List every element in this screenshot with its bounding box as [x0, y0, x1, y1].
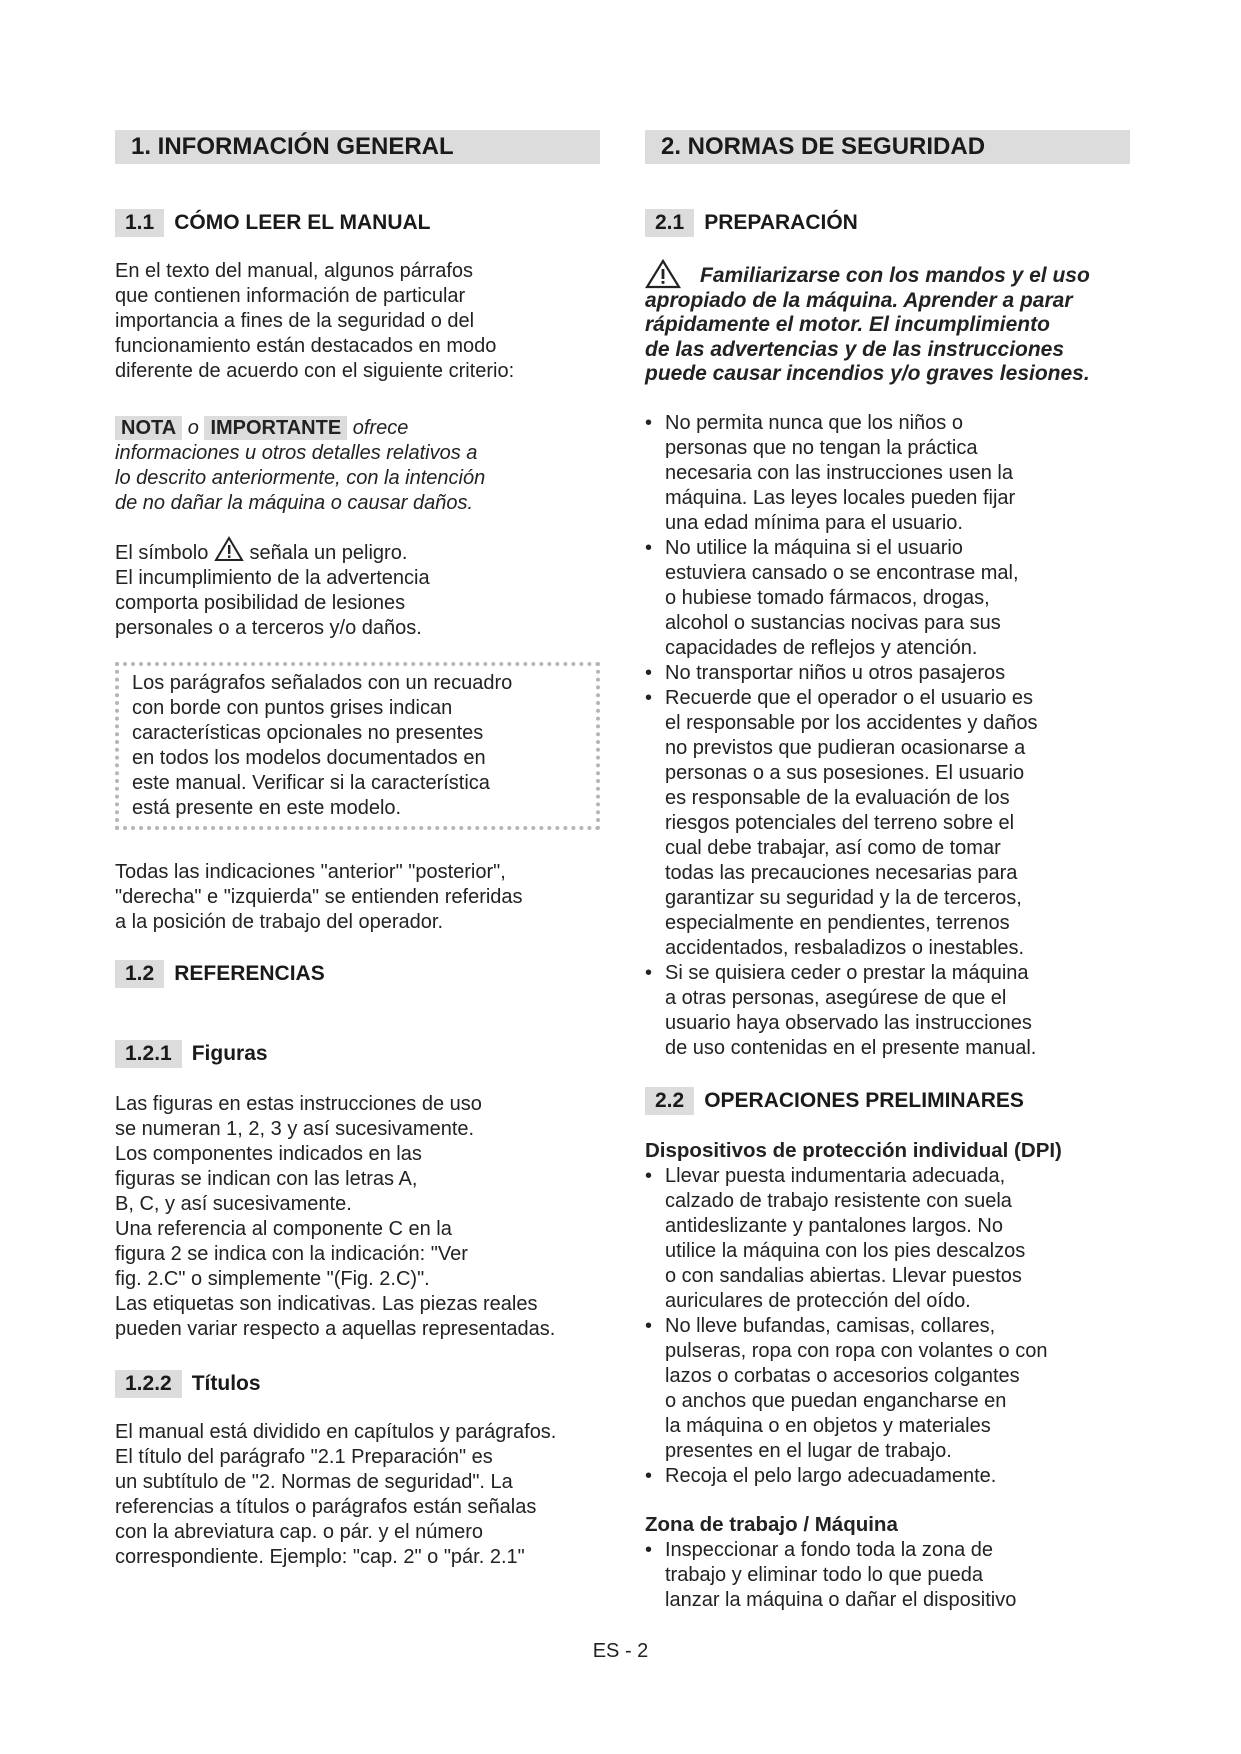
section-title: PREPARACIÓN — [704, 211, 858, 234]
section-number: 1.1 — [115, 209, 164, 237]
dpi-bullet-list — [645, 1164, 1047, 1489]
section-1-2-2-heading — [115, 1370, 261, 1398]
list-item: • Recoja el pelo largo adecuadamente. — [645, 1464, 1047, 1489]
section-number: 1.2.2 — [115, 1370, 182, 1398]
section-number: 2.2 — [645, 1087, 694, 1115]
list-item: • No permita nunca que los niños o personas que no tengan la práctica necesaria con las instrucciones usen la máquina. Las leyes locales pueden fijar una edad mínima para el usuario. — [645, 411, 1037, 536]
preparation-bullet-list — [645, 411, 1037, 1061]
section-title: Figuras — [191, 1042, 268, 1065]
safety-warning-text: Familiarizarse con los mandos y el uso apropiado de la máquina. Aprender a parar rápidamente el motor. El incumplimiento de las advertencias y de las instrucciones puede causar incendios y/o graves lesiones. — [645, 264, 1090, 385]
chapter-2-heading: 2. NORMAS DE SEGURIDAD — [645, 130, 1130, 164]
page-number: ES - 2 — [592, 1640, 649, 1662]
section-1-2-heading — [115, 960, 325, 988]
symbol-paragraph: El símbolo señala un peligro. El incumplimiento de la advertencia comporta posibilidad de lesiones personales o a terceros y/o daños. — [115, 536, 615, 641]
intro-paragraph: En el texto del manual, algunos párrafos que contienen información de particular importancia a fines de la seguridad o del funcionamiento están destacados en modo diferente de acuerdo con el siguiente criterio: — [115, 260, 515, 382]
section-number: 1.2.1 — [115, 1040, 182, 1068]
section-1-2-1-heading — [115, 1040, 268, 1068]
list-item: • No utilice la máquina si el usuario estuviera cansado o se encontrase mal, o hubiese tomado fármacos, drogas, alcohol o sustancias nocivas para sus capacidades de reflejos y atención. — [645, 536, 1037, 661]
chapter-1-heading: 1. INFORMACIÓN GENERAL — [115, 130, 600, 164]
nota-tag: NOTA — [115, 416, 182, 440]
note-paragraph: NOTA o IMPORTANTE ofrece informaciones u otros detalles relativos a lo descrito anteriormente, con la intención de no dañar la máquina o causar daños. — [115, 417, 486, 514]
warning-triangle-icon — [214, 536, 244, 562]
importante-tag: IMPORTANTE — [204, 416, 347, 440]
section-2-2-heading — [645, 1087, 1024, 1115]
titulos-paragraph: El manual está dividido en capítulos y parágrafos. El título del parágrafo "2.1 Preparación" es un subtítulo de "2. Normas de seguridad". La referencias a títulos o parágrafos están señalas con la abreviatura cap. o pár. y el número correspondiente. Ejemplo: "cap. 2" o "pár. 2.1" — [115, 1421, 557, 1568]
section-2-1-heading — [645, 209, 858, 237]
list-item: • No lleve bufandas, camisas, collares, pulseras, ropa con ropa con volantes o con lazos o corbatas o accesorios colgantes o anchos que puedan engancharse en la máquina o en objetos y materiales presentes en el lugar de trabajo. — [645, 1314, 1047, 1464]
section-title: CÓMO LEER EL MANUAL — [174, 211, 431, 234]
optional-box-text: Los parágrafos señalados con un recuadro con borde con puntos grises indican características opcionales no presentes en todos los modelos documentados en este manual. Verificar si la característica está presente en este modelo. — [132, 672, 513, 819]
list-item: • No transportar niños u otros pasajeros — [645, 661, 1037, 686]
list-item: • Si se quisiera ceder o prestar la máquina a otras personas, asegúrese de que el usuario haya observado las instrucciones de uso contenidas en el presente manual. — [645, 961, 1037, 1061]
zona-bullet-list — [645, 1538, 1016, 1613]
directions-paragraph: Todas las indicaciones "anterior" "posterior", "derecha" e "izquierda" se entienden referidas a la posición de trabajo del operador. — [115, 861, 523, 933]
section-number: 1.2 — [115, 960, 164, 988]
section-1-1-heading — [115, 209, 430, 237]
figuras-paragraph: Las figuras en estas instrucciones de uso se numeran 1, 2, 3 y así sucesivamente. Los componentes indicados en las figuras se indican con las letras A, B, C, y así sucesivamente. Una referencia al componente C en la figura 2 se indica con la indicación: "Ver fig. 2.C" o simplemente "(Fig. 2.C)". Las etiquetas son indicativas. Las piezas reales pueden variar respecto a aquellas representadas. — [115, 1093, 556, 1340]
list-item: • Llevar puesta indumentaria adecuada, calzado de trabajo resistente con suela antideslizante y pantalones largos. No utilice la máquina con los pies descalzos o con sandalias abiertas. Llevar puestos auriculares de protección del oído. — [645, 1164, 1047, 1314]
dpi-subheading: Dispositivos de protección individual (DPI) — [645, 1139, 1062, 1162]
section-title: Títulos — [191, 1372, 261, 1395]
section-title: REFERENCIAS — [174, 962, 325, 985]
zona-subheading: Zona de trabajo / Máquina — [645, 1513, 898, 1536]
section-title: OPERACIONES PRELIMINARES — [704, 1089, 1024, 1112]
section-number: 2.1 — [645, 209, 694, 237]
list-item: • Recuerde que el operador o el usuario es el responsable por los accidentes y daños no previstos que pudieran ocasionarse a personas o a sus posesiones. El usuario es responsable de la evaluación de los riesgos potenciales del terreno sobre el cual debe trabajar, así como de tomar todas las precauciones necesarias para garantizar su seguridad y la de terceros, especialmente en pendientes, terrenos accidentados, resbaladizos o inestables. — [645, 686, 1037, 961]
list-item: • Inspeccionar a fondo toda la zona de trabajo y eliminar todo lo que pueda lanzar la máquina o dañar el dispositivo — [645, 1538, 1016, 1613]
